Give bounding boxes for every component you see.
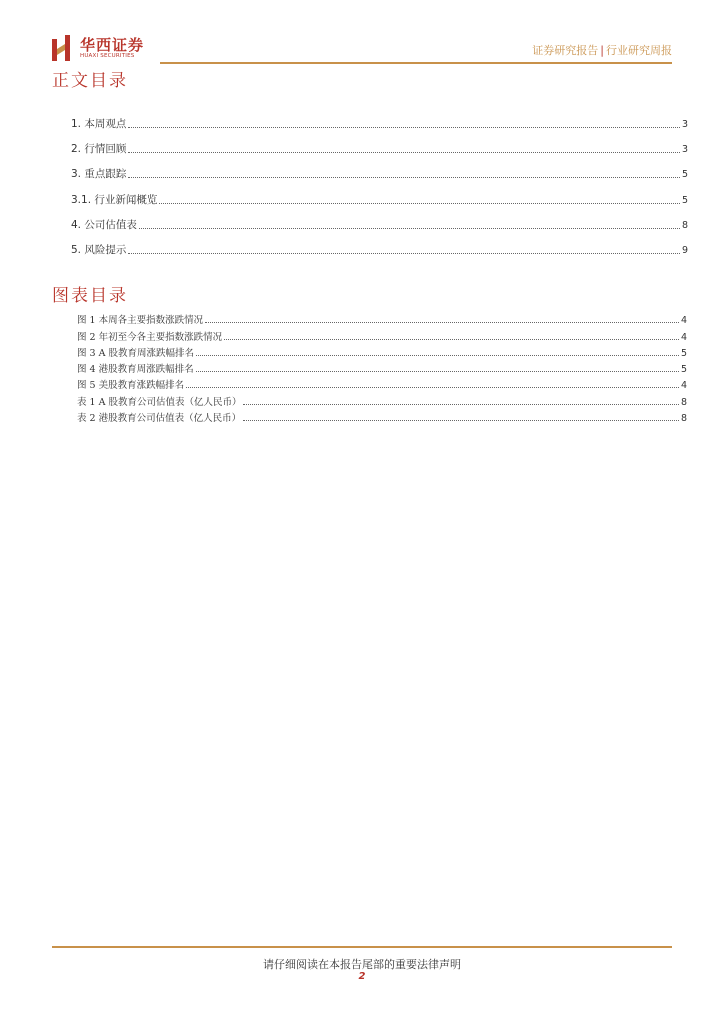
toc-entry-label: 1. 本周观点 [71,118,127,130]
figure-entry-label: 图 2 年初至今各主要指数涨跌情况 [77,332,223,343]
leader-dots [186,386,679,388]
leader-dots [139,227,680,229]
toc-entry[interactable] [71,166,688,181]
figure-entry[interactable] [77,377,687,391]
leader-dots [196,354,679,356]
page-number: 2 [358,971,366,982]
figure-entry[interactable] [77,361,687,375]
figure-entry[interactable] [77,394,687,408]
header-separator: | [600,44,604,57]
footer-divider [52,946,672,948]
figure-entry-page: 8 [680,413,687,424]
toc-entry-label: 4. 公司估值表 [71,219,137,231]
figure-entry-page: 8 [680,397,687,408]
leader-dots [243,403,678,405]
leader-dots [159,202,680,204]
toc-entry-page: 8 [681,220,688,231]
leader-dots [224,338,679,340]
huaxi-logo-icon [52,35,72,61]
leader-dots [128,151,680,153]
toc-entry-label: 3.1. 行业新闻概览 [71,194,158,206]
toc-entry-page: 9 [681,245,688,256]
toc-entry[interactable] [71,141,688,156]
figure-entry-page: 5 [680,348,687,359]
figure-entry[interactable] [77,345,687,359]
toc-entry-page: 5 [681,195,688,206]
main-toc-title: 正文目录 [52,71,128,91]
brand-name-cn: 华西证券 [80,36,145,54]
toc-entry-page: 5 [681,169,688,180]
toc-entry-label: 3. 重点跟踪 [71,168,127,180]
legal-disclaimer: 请仔细阅读在本报告尾部的重要法律声明 [263,958,461,971]
figure-entry[interactable] [77,410,687,424]
figure-entry-page: 4 [680,315,687,326]
toc-entry[interactable] [71,217,688,232]
figure-entry-label: 图 3 A 股教育周涨跌幅排名 [77,348,194,359]
toc-entry[interactable] [71,192,688,207]
toc-entry[interactable] [71,242,688,257]
report-category: 行业研究周报 [606,44,672,57]
figure-entry-page: 5 [680,364,687,375]
leader-dots [128,126,680,128]
header-divider [160,62,672,64]
figure-entry-label: 表 1 A 股教育公司估值表（亿人民币） [77,397,242,408]
leader-dots [205,321,679,323]
figure-entry-page: 4 [680,332,687,343]
figure-entry[interactable] [77,312,687,326]
page-header [0,0,724,70]
leader-dots [196,370,679,372]
figure-entry-page: 4 [680,380,687,391]
figure-entry[interactable] [77,329,687,343]
toc-entry-label: 2. 行情回顾 [71,143,127,155]
leader-dots [128,176,680,178]
toc-entry-label: 5. 风险提示 [71,244,127,256]
toc-entry-page: 3 [681,144,688,155]
figure-entry-label: 图 4 港股教育周涨跌幅排名 [77,364,194,375]
figure-entry-label: 图 5 美股教育涨跌幅排名 [77,380,185,391]
leader-dots [128,252,680,254]
report-type-label [532,42,672,58]
figure-entry-label: 图 1 本周各主要指数涨跌情况 [77,315,204,326]
brand-name-en: HUAXI SECURITIES [80,53,135,59]
toc-entry-page: 3 [681,119,688,130]
toc-entry[interactable] [71,116,688,131]
leader-dots [243,419,679,421]
report-type: 证券研究报告 [532,44,599,57]
figure-toc-title: 图表目录 [52,286,128,306]
figure-entry-label: 表 2 港股教育公司估值表（亿人民币） [77,413,242,424]
